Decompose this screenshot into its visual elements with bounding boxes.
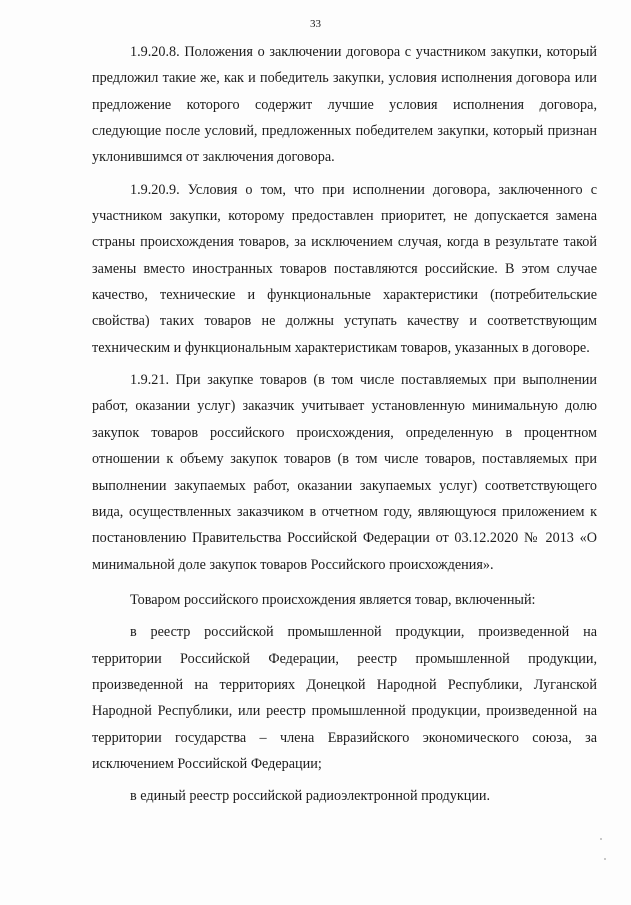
- page-number: 33: [310, 18, 321, 30]
- paragraph-russian-origin-definition: Товаром российского происхождения является товар, включенный:: [130, 591, 536, 608]
- paragraph-1-9-21: 1.9.21. При закупке товаров (в том числе поставляемых при выполнении работ, оказании услуг) заказчик учитывает установленную минимальную долю закупок товаров российского происхождения, определенную в процентном отношении к объему закупок товаров (в том числе товаров, поставляемых при выполнении закупаемых работ, оказании закупаемых услуг) соответствующего вида, осуществленных заказчиком в отчетном году, являющуюся приложением к постановлению Правительства Российской Федерации от 03.12.2020 № 2013 «О минимальной доле закупок товаров Российского происхождения».: [92, 372, 597, 573]
- paragraph-radioelectronic-registry: в единый реестр российской радиоэлектронной продукции.: [130, 788, 491, 805]
- paragraph-1-9-20-9: 1.9.20.9. Условия о том, что при исполнении договора, заключенного с участником закупки, которому предоставлен приоритет, не допускается замена страны происхождения товаров, за исключением случая, когда в результате такой замены вместо иностранных товаров поставляются российские. В этом случае качество, технические и функциональные характеристики (потребительские свойства) таких товаров не должны уступать качеству и соответствующим техническим и функциональным характеристикам товаров, указанных в договоре.: [92, 181, 597, 356]
- paragraph-1-9-20-8: 1.9.20.8. Положения о заключении договора с участником закупки, который предложил такие же, как и победитель закупки, условия исполнения договора или предложение которого содержит лучшие условия исполнения договора, следующие после условий, предложенных победителем закупки, который признан уклонившимся от заключения договора.: [92, 44, 597, 166]
- paragraph-industrial-registry: в реестр российской промышленной продукции, произведенной на территории Российской Федерации, реестр промышленной продукции, произведенной на территориях Донецкой Народной Республики, Луганской Народной Республики, или реестр промышленной продукции, произведенной на территории государства – члена Евразийского экономического союза, за исключением Российской Федерации;: [92, 624, 597, 772]
- scan-speck: [600, 838, 602, 840]
- document-body: [92, 39, 597, 810]
- scan-speck: [604, 858, 606, 860]
